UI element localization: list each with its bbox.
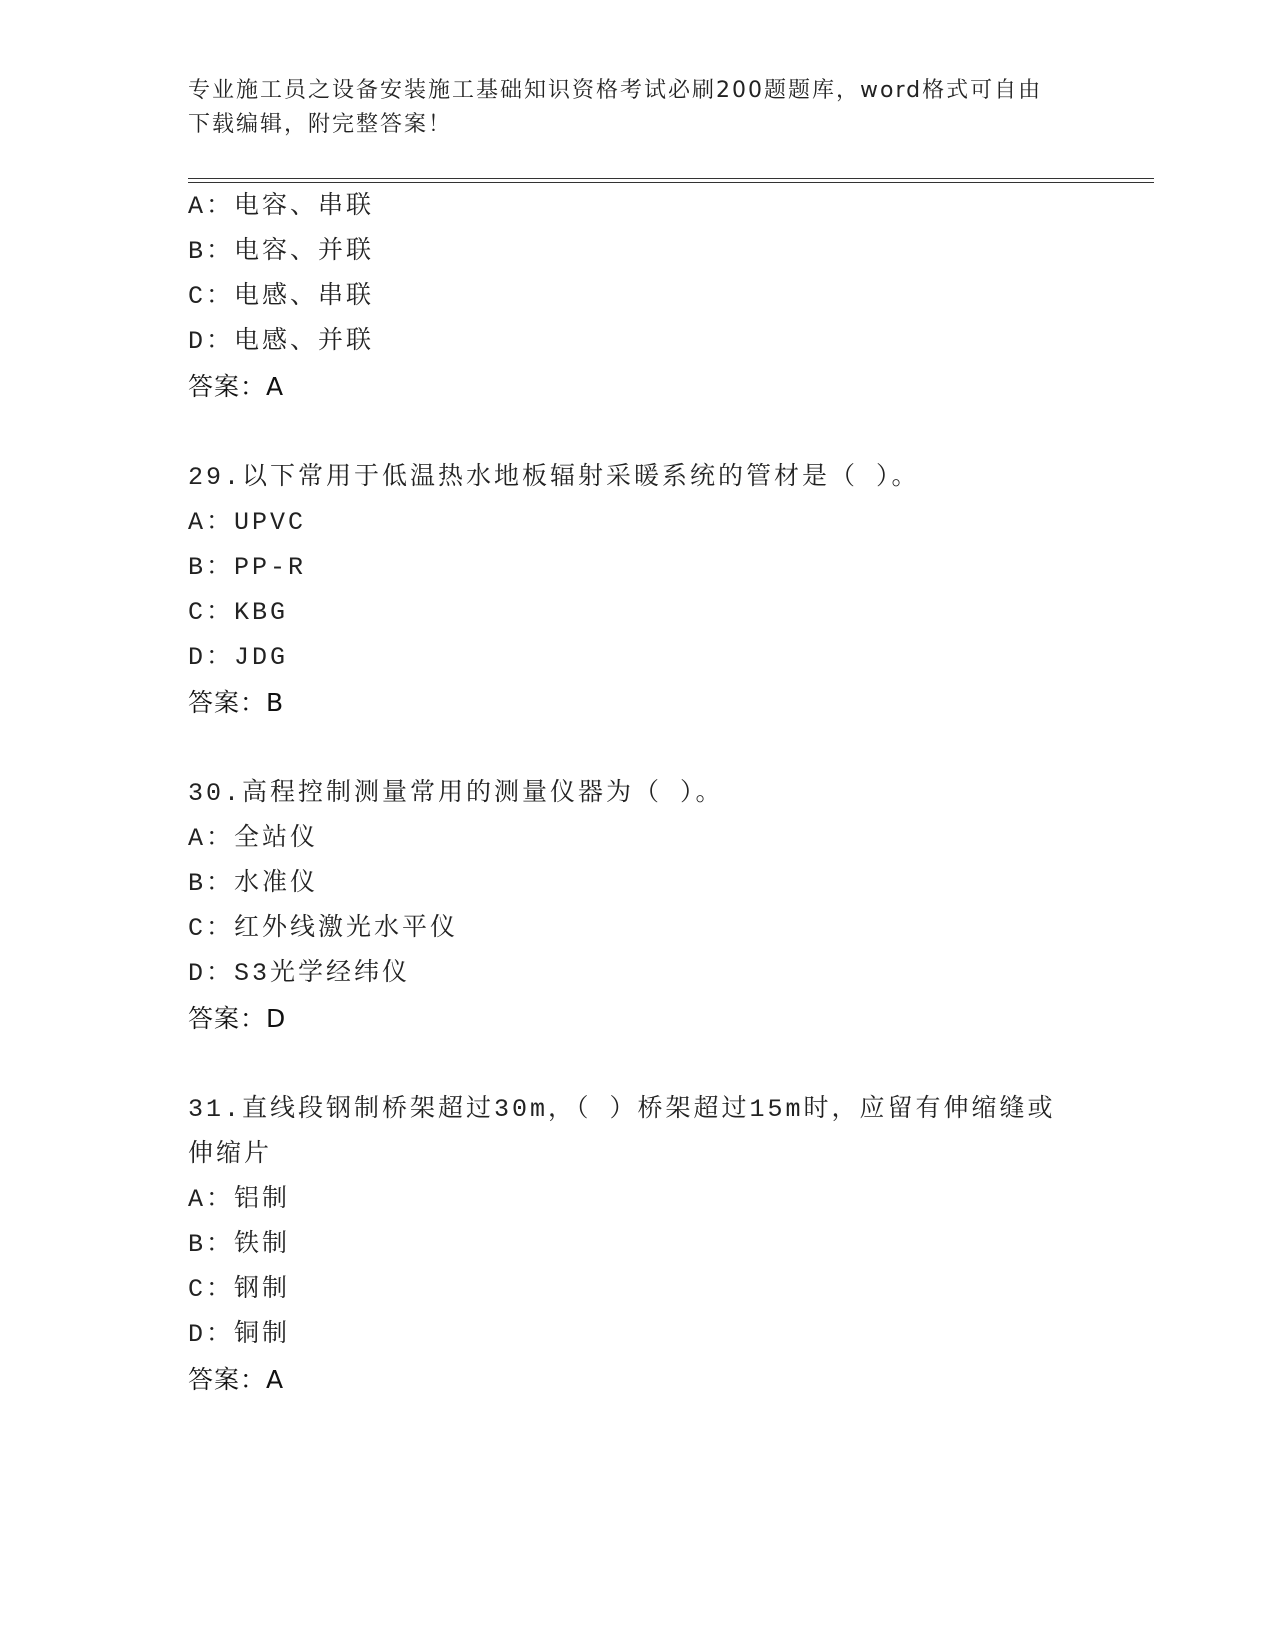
q31-option-d: D：铜制 — [188, 1320, 291, 1349]
q28-option-b: B：电容、并联 — [188, 237, 375, 266]
q29-option-c: C：KBG — [188, 598, 289, 627]
q30-option-c: C：红外线激光水平仪 — [188, 914, 459, 943]
document-header — [188, 74, 1088, 142]
q31-question-line-2: 伸缩片 — [188, 1140, 273, 1169]
q31-option-a: A：铝制 — [188, 1185, 291, 1214]
q29-option-d: D：JDG — [188, 643, 289, 672]
q31-option-b: B：铁制 — [188, 1230, 291, 1259]
q31-option-c: C：钢制 — [188, 1275, 291, 1304]
q29-question: 29.以下常用于低温热水地板辐射采暖系统的管材是（ ）。 — [188, 463, 920, 492]
q28-option-c: C：电感、串联 — [188, 282, 375, 311]
q29-option-a: A：UPVC — [188, 508, 307, 537]
header-line-1: 专业施工员之设备安装施工基础知识资格考试必刷200题题库，word格式可自由 — [188, 78, 1043, 103]
q30-option-b: B：水准仪 — [188, 869, 319, 898]
q28-option-a: A：电容、串联 — [188, 192, 375, 221]
q28-option-d: D：电感、并联 — [188, 327, 375, 356]
q28-answer: 答案：A — [188, 372, 285, 401]
header-divider-top — [188, 178, 1154, 179]
header-line-2: 下载编辑，附完整答案！ — [188, 112, 453, 137]
q29-option-b: B：PP-R — [188, 553, 307, 582]
q30-option-a: A：全站仪 — [188, 824, 319, 853]
q30-option-d: D：S3光学经纬仪 — [188, 959, 411, 988]
header-divider-bottom — [188, 182, 1154, 183]
q30-answer: 答案：D — [188, 1004, 287, 1033]
q30-question: 30.高程控制测量常用的测量仪器为（ ）。 — [188, 779, 724, 808]
q31-answer: 答案：A — [188, 1365, 285, 1394]
q29-answer: 答案：B — [188, 688, 285, 717]
q31-question-line-1: 31.直线段钢制桥架超过30m，（ ）桥架超过15m时，应留有伸缩缝或 — [188, 1095, 1056, 1124]
